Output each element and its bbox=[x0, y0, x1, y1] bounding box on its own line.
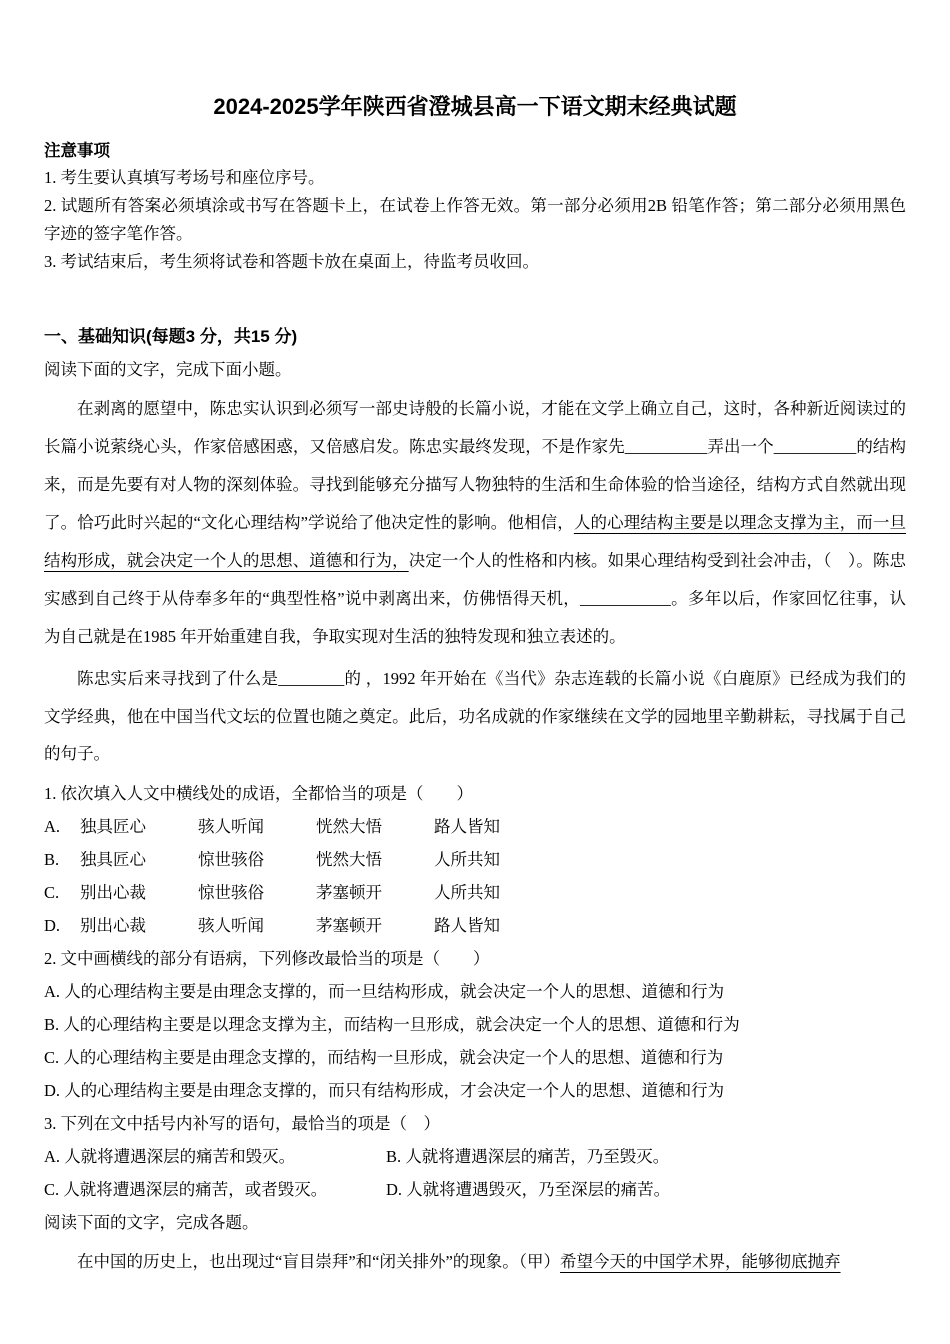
notice-item-2: 2. 试题所有答案必须填涂或书写在答题卡上，在试卷上作答无效。第一部分必须用2B 铅笔作答；第二部分必须用黑色字迹的签字笔作答。 bbox=[44, 196, 906, 244]
option-word: 恍然大悟 bbox=[316, 850, 382, 870]
passage-text: 。多年以后，作家回忆往事，认为自己就是在1985 年开始重建自我，争取实现对生活的独特发现和独立表述的。 bbox=[44, 588, 906, 646]
passage2-paragraph-1 bbox=[44, 1243, 906, 1281]
page-title: 2024-2025学年陕西省澄城县高一下语文期末经典试题 bbox=[213, 94, 737, 119]
passage-text: 在中国的历史上，也出现过“盲目崇拜”和“闭关排外”的现象。（甲） bbox=[77, 1252, 561, 1272]
notice-section bbox=[44, 137, 906, 276]
option-word: 茅塞顿开 bbox=[316, 916, 382, 936]
fill-blank-3: ___________ bbox=[580, 588, 671, 608]
question-1-option-c bbox=[44, 876, 906, 909]
question-1-option-b bbox=[44, 843, 906, 876]
question-1 bbox=[44, 777, 906, 942]
option-word: 别出心裁 bbox=[80, 883, 146, 903]
notice-heading: 注意事项 bbox=[44, 141, 110, 160]
question-2-text: 2. 文中画横线的部分有语病，下列修改最恰当的项是（ ） bbox=[44, 949, 490, 969]
passage1-paragraph-2 bbox=[44, 660, 906, 774]
passage-text: 陈忠实后来寻找到了什么是 bbox=[77, 668, 279, 688]
notice-item-3: 3. 考试结束后，考生须将试卷和答题卡放在桌面上，待监考员收回。 bbox=[44, 252, 539, 272]
fill-blank-4: ________ bbox=[278, 668, 345, 688]
question-3-option-a: A. 人就将遭遇深层的痛苦和毁灭。 bbox=[44, 1147, 296, 1167]
question-2-option-a: A. 人的心理结构主要是由理念支撑的，而一旦结构形成，就会决定一个人的思想、道德和行为 bbox=[44, 982, 725, 1002]
passage-text: 弄出一个 bbox=[707, 436, 774, 456]
option-word: 茅塞顿开 bbox=[316, 883, 382, 903]
underlined-passage-text: 希望今天的中国学术界，能够彻底抛弃 bbox=[560, 1252, 841, 1272]
option-letter: A. bbox=[44, 817, 61, 837]
passage-text: 在剥离的愿望中，陈忠实认识到必须写一部史诗般的长篇小说，才能在文学上确立自己，这时，各种新近阅读过的长篇小说萦绕心头，作家倍感困惑，又倍感启发。陈忠实最终发现，不是作家先 bbox=[44, 399, 906, 456]
question-3-option-d: D. 人就将遭遇毁灭，乃至深层的痛苦。 bbox=[386, 1180, 671, 1200]
question-2-option-b: B. 人的心理结构主要是以理念支撑为主，而结构一旦形成，就会决定一个人的思想、道德和行为 bbox=[44, 1015, 740, 1035]
fill-blank-1: __________ bbox=[624, 436, 708, 456]
question-2-option-c: C. 人的心理结构主要是由理念支撑的，而结构一旦形成，就会决定一个人的思想、道德和行为 bbox=[44, 1048, 724, 1068]
option-word: 路人皆知 bbox=[434, 817, 500, 837]
option-word: 惊世骇俗 bbox=[198, 883, 264, 903]
question-2-option-d: D. 人的心理结构主要是由理念支撑的，而只有结构形成，才会决定一个人的思想、道德和行为 bbox=[44, 1081, 725, 1101]
question-1-text: 1. 依次填入人文中横线处的成语，全都恰当的项是（ ） bbox=[44, 784, 473, 804]
passage1-paragraph-1 bbox=[44, 390, 906, 656]
question-3-options-cd bbox=[44, 1173, 906, 1206]
option-word: 独具匠心 bbox=[80, 817, 146, 837]
question-1-option-a bbox=[44, 810, 906, 843]
option-word: 人所共知 bbox=[434, 883, 500, 903]
notice-item-1: 1. 考生要认真填写考场号和座位序号。 bbox=[44, 168, 325, 188]
option-word: 人所共知 bbox=[434, 850, 500, 870]
question-3-options-ab bbox=[44, 1140, 906, 1173]
passage-text: 的结构来，而是先要有对人物的深刻体验。寻找到能够充分描写人物独特的生活和生命体验的恰当途径，结构方式自然就出现了。恰巧此时兴起的“文化心理结构”学说给了他决定性的影响。他相信， bbox=[44, 436, 907, 532]
option-letter: B. bbox=[44, 850, 60, 870]
underlined-passage-text: 人的心理结构主要是以理念支撑为主，而一旦结构形成，就会决定一个人的思想、道德和行为， bbox=[44, 512, 906, 570]
section1-intro: 阅读下面的文字，完成下面小题。 bbox=[44, 360, 292, 379]
option-word: 惊世骇俗 bbox=[198, 850, 264, 870]
question-2 bbox=[44, 942, 906, 1107]
option-word: 独具匠心 bbox=[80, 850, 146, 870]
option-word: 骇人听闻 bbox=[198, 916, 264, 936]
fill-blank-2: __________ bbox=[773, 436, 857, 456]
option-letter: C. bbox=[44, 883, 60, 903]
section1-heading: 一、基础知识(每题3 分，共15 分) bbox=[44, 327, 298, 347]
passage-text: 的 ，1992 年开始在《当代》杂志连载的长篇小说《白鹿原》已经成为我们的文学经典，他在中国当代文坛的位置也随之奠定。此后，功名成就的作家继续在文学的园地里辛勤耕耘，寻找属于自己的句子。 bbox=[44, 668, 907, 764]
section2-intro: 阅读下面的文字，完成各题。 bbox=[44, 1213, 259, 1233]
question-3-option-b: B. 人就将遭遇深层的痛苦，乃至毁灭。 bbox=[386, 1147, 670, 1167]
question-3-option-c: C. 人就将遭遇深层的痛苦，或者毁灭。 bbox=[44, 1180, 328, 1200]
option-word: 路人皆知 bbox=[434, 916, 500, 936]
passage-text: 决定一个人的性格和内核。如果心理结构受到社会冲击，（ ）。陈忠实感到自己终于从侍奉多年的“典型性格”说中剥离出来，仿佛悟得天机， bbox=[44, 550, 907, 608]
option-word: 骇人听闻 bbox=[198, 817, 264, 837]
option-word: 别出心裁 bbox=[80, 916, 146, 936]
question-3-text: 3. 下列在文中括号内补写的语句，最恰当的项是（ ） bbox=[44, 1114, 440, 1134]
option-letter: D. bbox=[44, 916, 61, 936]
option-word: 恍然大悟 bbox=[316, 817, 382, 837]
question-3 bbox=[44, 1107, 906, 1206]
question-1-option-d bbox=[44, 909, 906, 942]
